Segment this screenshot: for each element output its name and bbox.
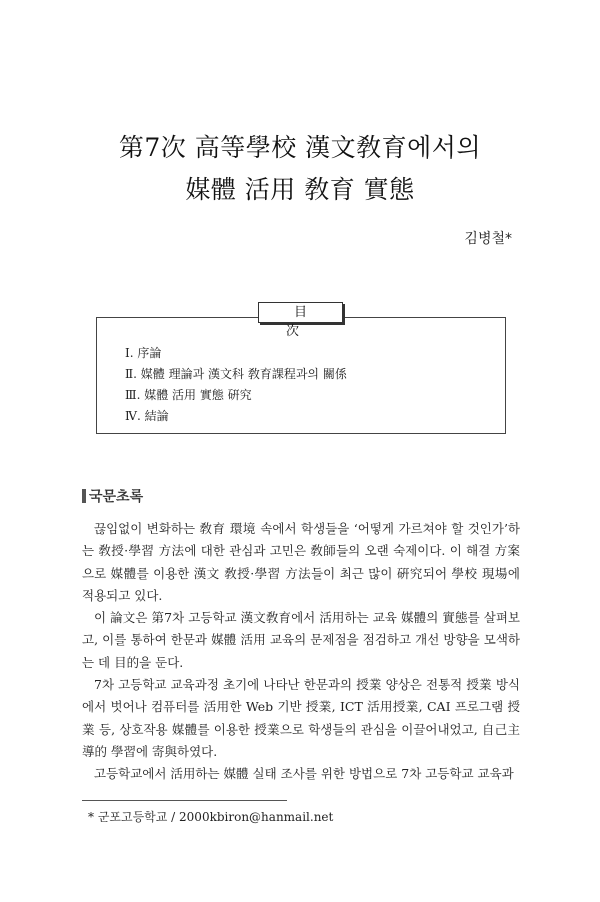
toc-item: Ⅰ. 序論 <box>125 346 162 360</box>
abstract-paragraph: 고등학교에서 活用하는 媒體 실태 조사를 위한 방법으로 7차 고등학교 교육과 <box>94 766 514 782</box>
toc-item: Ⅲ. 媒體 活用 實態 硏究 <box>125 388 252 402</box>
abstract-paragraph: 이 論文은 第7차 고등학교 漢文敎育에서 活用하는 교육 媒體의 實態를 살펴보고, 이를 통하여 한문과 媒體 活用 교육의 문제점을 점검하고 개선 방향을 모색하는 데 目的을 둔다. <box>82 610 520 670</box>
abstract-paragraph: 7차 고등학교 교육과정 초기에 나타난 한문과의 授業 양상은 전통적 授業 방식에서 벗어나 컴퓨터를 活用한 Web 기반 授業, ICT 活用授業, CAI 프로그램 授業 등, 상호작용 媒體를 이용한 授業으로 학생들의 관심을 이끌어내었고, 自己主導的 學習에 寄與하였다. <box>82 677 520 759</box>
toc-item: Ⅳ. 結論 <box>125 409 169 423</box>
paper-title-line2: 媒體 活用 敎育 實態 <box>185 175 415 204</box>
toc-item: Ⅱ. 媒體 理論과 漢文科 敎育課程과의 關係 <box>125 367 347 381</box>
paper-title-line1: 第7次 高等學校 漢文敎育에서의 <box>118 133 482 162</box>
heading-bar-icon <box>82 489 86 503</box>
abstract-paragraph: 끊임없이 변화하는 敎育 環境 속에서 학생들을 ‘어떻게 가르쳐야 할 것인가’하는 敎授·學習 方法에 대한 관심과 고민은 敎師들의 오랜 숙제이다. 이 해결 方案으로 媒體를 이용한 漢文 敎授·學習 方法들이 최근 많이 硏究되어 學校 現場에 적용되고 있다. <box>82 521 520 603</box>
abstract-heading <box>82 486 143 506</box>
toc-list <box>125 343 347 427</box>
abstract-body <box>82 518 520 786</box>
footnote-divider <box>82 800 287 801</box>
footnote: * 군포고등학교 / 2000kbiron@hanmail.net <box>88 810 334 824</box>
toc-label: 目 次 <box>258 302 343 323</box>
author-name: 김병철* <box>464 231 512 247</box>
abstract-heading-text: 국문초록 <box>89 489 144 505</box>
